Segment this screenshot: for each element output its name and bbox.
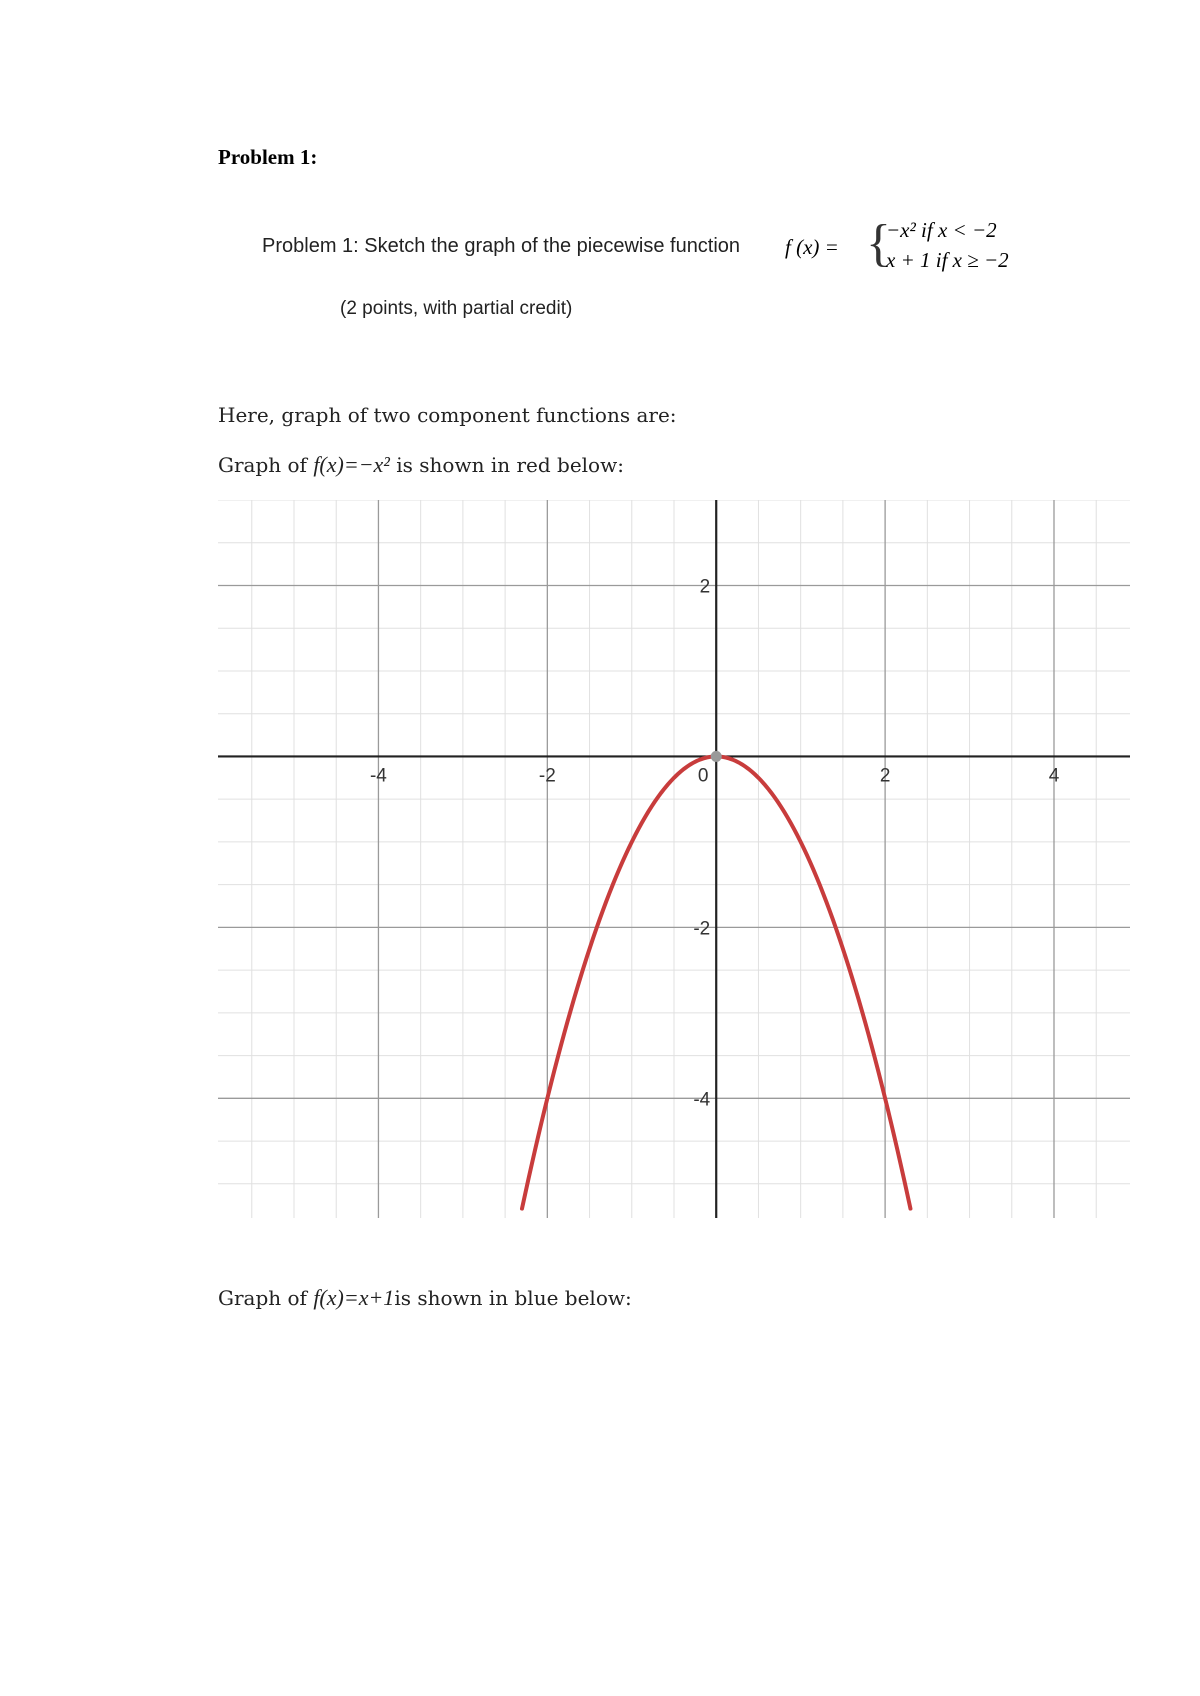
problem-statement-image: [262, 215, 1042, 333]
piecewise-case-1: −x² if x < −2: [886, 218, 997, 242]
intro-line: Here, graph of two component functions are:: [218, 403, 677, 427]
x-tick-label: 2: [879, 765, 891, 787]
piecewise-case-2: x + 1 if x ≥ −2: [886, 248, 1009, 272]
minor-grid: [218, 500, 1130, 1218]
caption-suffix: is shown in blue below:: [394, 1286, 632, 1310]
x-tick-label: 0: [697, 765, 709, 787]
red-graph-caption: [218, 452, 624, 478]
problem-heading: Problem 1:: [218, 145, 318, 169]
vertex-point: [711, 751, 722, 762]
x-tick-label: 4: [1048, 765, 1060, 787]
function-lhs: f (x) =: [785, 235, 839, 259]
y-tick-label: -2: [693, 918, 711, 940]
blue-graph-caption: [218, 1285, 632, 1311]
tick-labels: [370, 576, 1060, 1110]
caption-suffix: is shown in red below:: [389, 453, 624, 477]
x-tick-label: -4: [369, 765, 387, 787]
y-tick-label: -4: [693, 1089, 711, 1111]
parabola-graph: [218, 500, 1130, 1222]
problem-statement-text: Problem 1: Sketch the graph of the piecewise function: [262, 235, 741, 257]
x-tick-label: -2: [538, 765, 556, 787]
caption-math: f(x)=−x²: [313, 452, 390, 477]
caption-prefix: Graph of: [218, 453, 314, 477]
caption-math: f(x)=x+1: [313, 1285, 395, 1310]
points-note: (2 points, with partial credit): [340, 298, 573, 319]
piecewise-brace: {: [866, 215, 891, 272]
caption-prefix: Graph of: [218, 1286, 314, 1310]
y-tick-label: 2: [699, 576, 711, 598]
